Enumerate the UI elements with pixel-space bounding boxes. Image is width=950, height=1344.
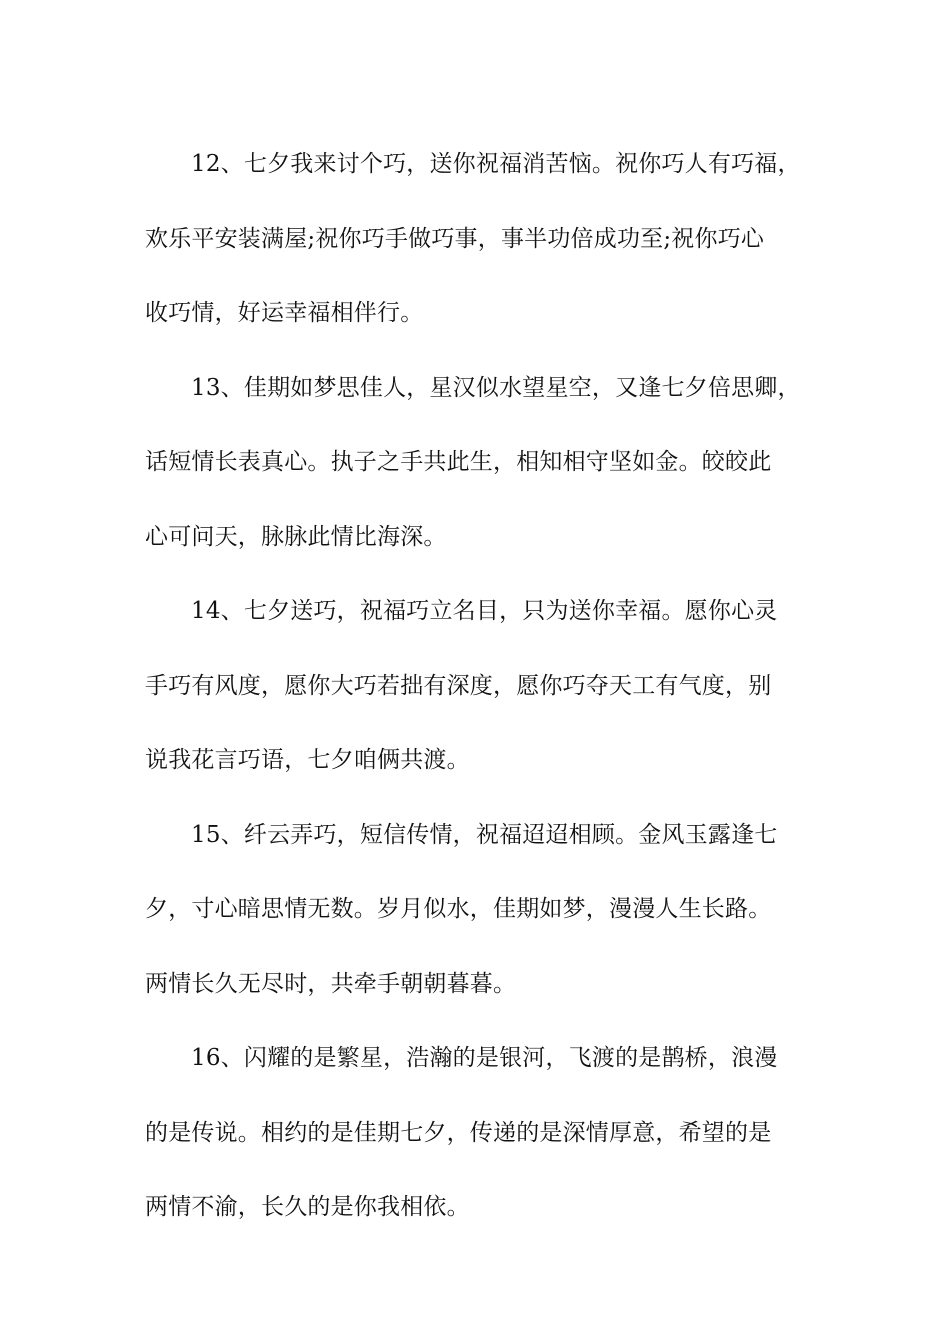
paragraph-line: 夕，寸心暗思情无数。岁月似水，佳期如梦，漫漫人生长路。: [145, 896, 772, 922]
paragraph-line: 两情不渝，长久的是你我相依。: [145, 1194, 470, 1220]
paragraph-13: [145, 351, 825, 575]
paragraph-line: 话短情长表真心。执子之手共此生，相知相守坚如金。皎皎此: [145, 449, 772, 475]
paragraph-line: 欢乐平安装满屋;祝你巧手做巧事，事半功倍成功至;祝你巧心: [145, 225, 765, 252]
paragraph-16: [145, 1021, 825, 1245]
paragraph-14: [145, 574, 825, 798]
paragraph-12: [145, 127, 825, 351]
paragraph-line: 15、纤云弄巧，短信传情，祝福迢迢相顾。金风玉露逢七: [191, 821, 778, 848]
paragraph-15: [145, 798, 825, 1022]
paragraph-line: 16、闪耀的是繁星，浩瀚的是银河，飞渡的是鹊桥，浪漫: [191, 1045, 778, 1071]
paragraph-line: 心可问天，脉脉此情比海深。: [145, 523, 447, 550]
paragraph-line: 说我花言巧语，七夕咱俩共渡。: [145, 747, 470, 773]
paragraph-line: 13、佳期如梦思佳人，星汉似水望星空，又逢七夕倍思卿，: [191, 374, 801, 401]
paragraph-line: 手巧有风度，愿你大巧若拙有深度，愿你巧夺天工有气度，别: [145, 672, 772, 699]
paragraph-line: 两情长久无尽时，共牵手朝朝暮暮。: [145, 970, 517, 997]
paragraph-line: 收巧情，好运幸福相伴行。: [145, 300, 424, 326]
paragraph-line: 12、七夕我来讨个巧，送你祝福消苦恼。祝你巧人有巧福，: [191, 151, 801, 177]
paragraph-line: 14、七夕送巧，祝福巧立名目，只为送你幸福。愿你心灵: [191, 598, 778, 624]
document-body: [145, 127, 825, 1245]
paragraph-line: 的是传说。相约的是佳期七夕，传递的是深情厚意，希望的是: [145, 1119, 772, 1146]
